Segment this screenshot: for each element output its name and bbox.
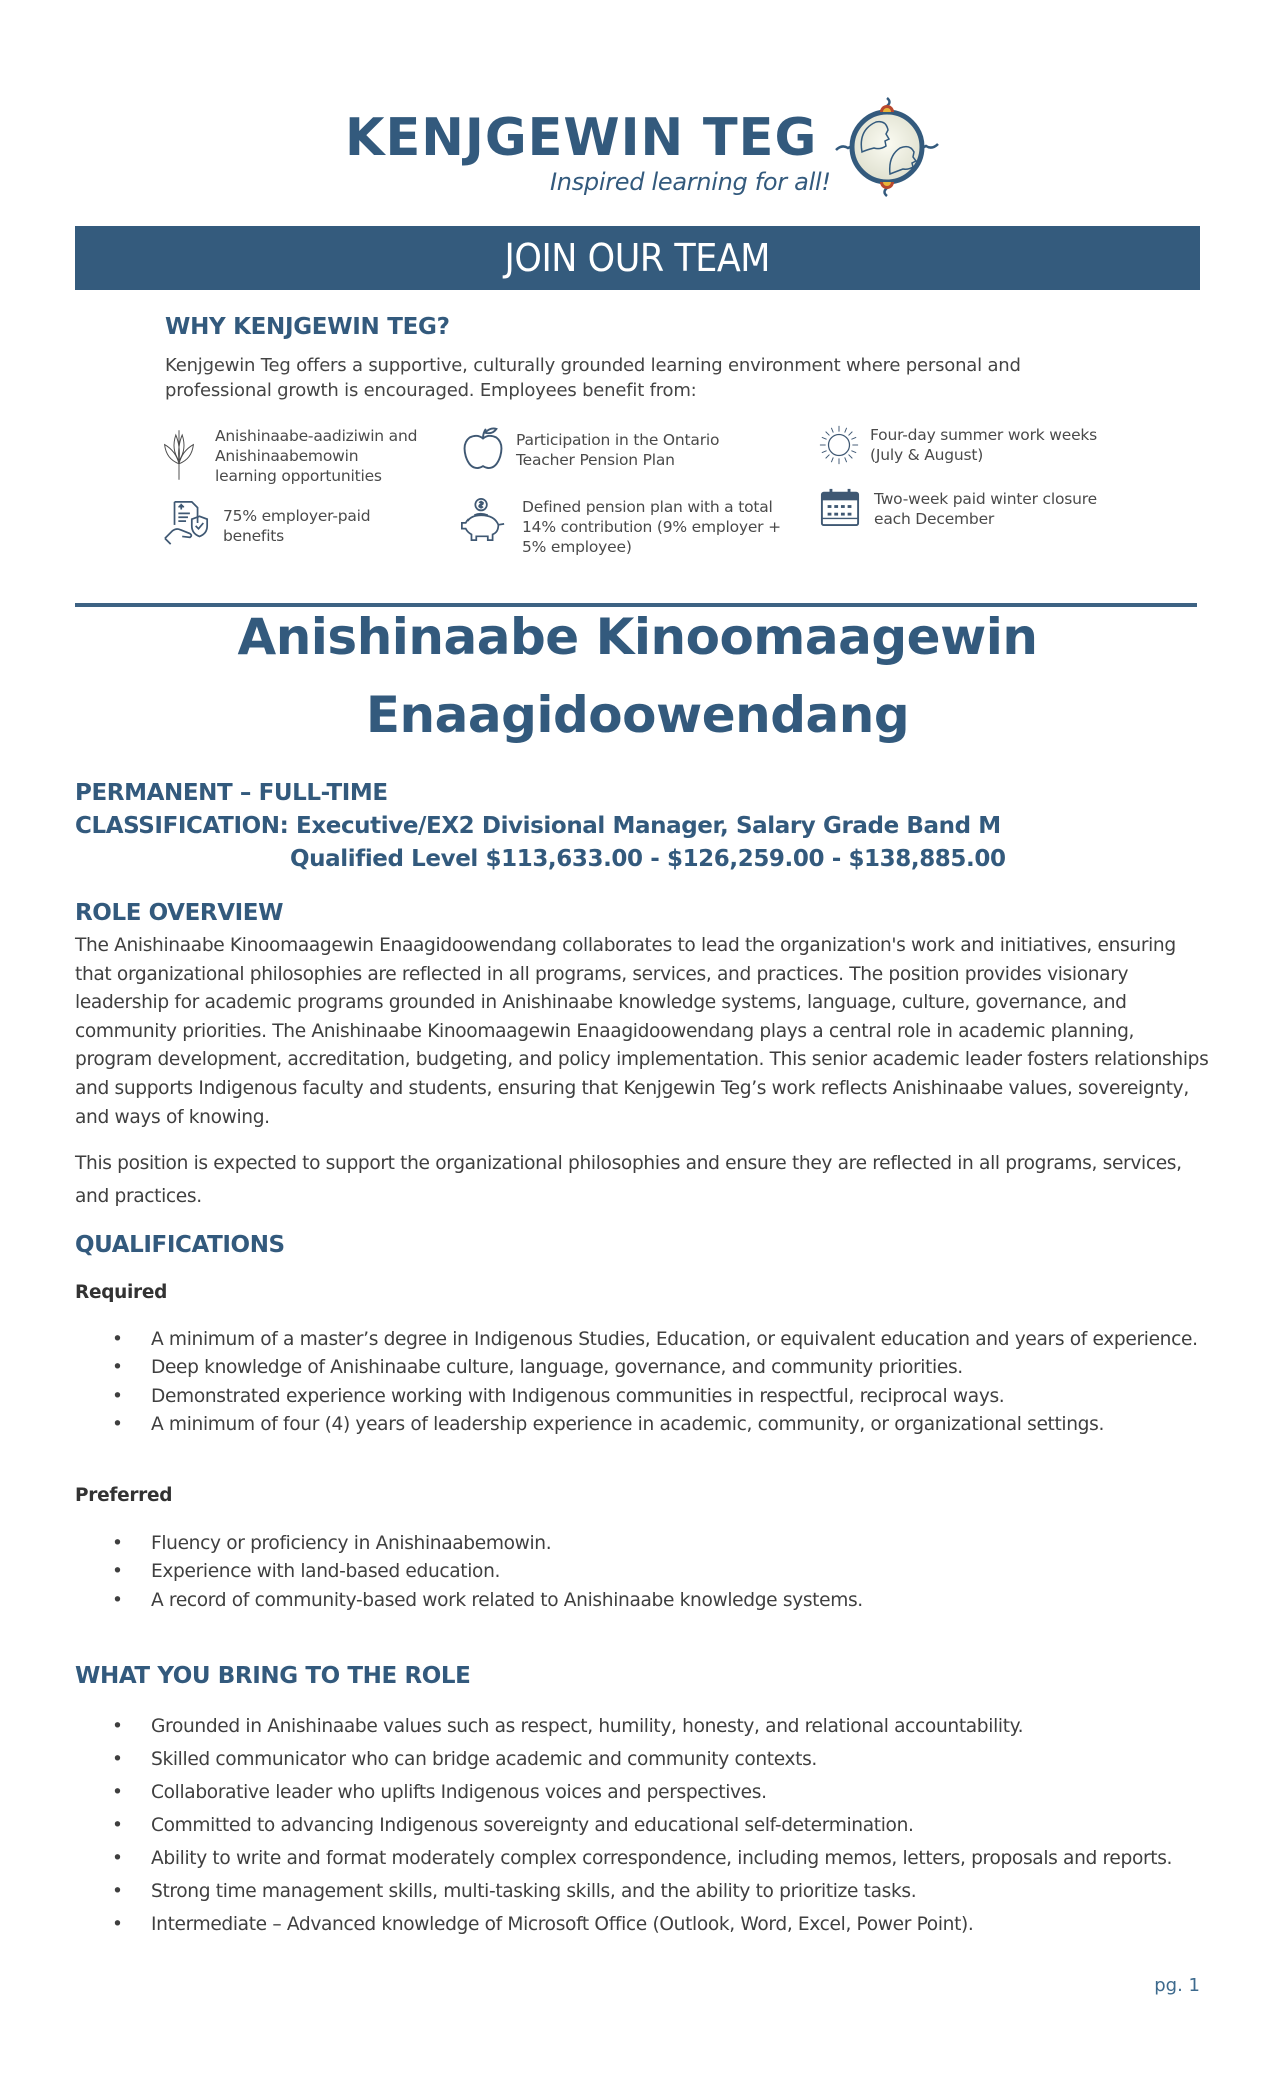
- list-item: • A minimum of four (4) years of leadership experience in academic, community, or organizational settings.: [75, 1411, 1205, 1439]
- benefit-text: 75% employer-paid benefits: [223, 507, 371, 545]
- organization-logo: [345, 100, 935, 205]
- apple-icon: [462, 425, 504, 471]
- section-divider: [75, 603, 1197, 607]
- bullet: •: [112, 1782, 123, 1803]
- piggy-bank-icon: [458, 496, 508, 544]
- role-overview-paragraph: This position is expected to support the organizational philosophies and ensure they are reflected in all programs, services, and practices.: [75, 1153, 1182, 1207]
- benefit-text: Participation in the Ontario Teacher Pension Plan: [516, 431, 720, 469]
- preferred-subheading: Preferred: [75, 1485, 173, 1506]
- bullet: •: [112, 1716, 123, 1737]
- bullet: •: [112, 1357, 123, 1379]
- list-item: • Grounded in Anishinaabe values such as respect, humility, honesty, and relational accountability.: [75, 1710, 1205, 1743]
- benefit-item: [458, 496, 781, 557]
- logo-tagline: Inspired learning for all!: [550, 168, 831, 196]
- required-subheading: Required: [75, 1282, 168, 1303]
- list-item: • Ability to write and format moderately complex correspondence, including memos, letters, proposals and reports.: [75, 1842, 1205, 1875]
- benefit-item: [818, 424, 1097, 466]
- salary-range: Qualified Level $113,633.00 - $126,259.00 - $138,885.00: [290, 846, 1006, 872]
- why-section-heading: WHY KENJGEWIN TEG?: [165, 314, 450, 340]
- benefit-item: [163, 498, 370, 548]
- bullet: •: [112, 1385, 123, 1407]
- join-our-team-banner: [75, 226, 1200, 290]
- intro-line: professional growth is encouraged. Employees benefit from:: [165, 380, 697, 401]
- list-item: • Committed to advancing Indigenous sovereignty and educational self-determination.: [75, 1809, 1205, 1842]
- employment-type: PERMANENT – FULL-TIME: [75, 780, 388, 806]
- banner-heading: JOIN OUR TEAM: [504, 236, 771, 280]
- list-item: • Skilled communicator who can bridge academic and community contexts.: [75, 1743, 1205, 1776]
- health-benefits-icon: [163, 498, 211, 548]
- bullet: •: [112, 1533, 123, 1554]
- bullet: •: [112, 1749, 123, 1770]
- bullet: •: [112, 1848, 123, 1869]
- benefit-text: Defined pension plan with a total 14% contribution (9% employer + 5% employee): [522, 498, 781, 556]
- why-section-intro: [165, 353, 1085, 403]
- intro-line: Kenjgewin Teg offers a supportive, culturally grounded learning environment where personal and: [165, 355, 1021, 376]
- preferred-qualifications-list: [75, 1530, 1205, 1615]
- benefit-text: Two-week paid winter closure each December: [874, 490, 1097, 528]
- list-item: • Intermediate – Advanced knowledge of Microsoft Office (Outlook, Word, Excel, Power Point).: [75, 1908, 1205, 1941]
- sweetgrass-plant-icon: [163, 424, 203, 486]
- job-title-line-2: Enaagidoowendang: [365, 686, 910, 744]
- sun-icon: [818, 424, 860, 466]
- list-item: • Demonstrated experience working with Indigenous communities in respectful, reciprocal ways.: [75, 1383, 1205, 1411]
- bullet: •: [112, 1914, 123, 1935]
- bullet: •: [112, 1329, 123, 1350]
- qualifications-heading: QUALIFICATIONS: [75, 1232, 285, 1258]
- what-you-bring-list: [75, 1710, 1205, 1941]
- role-overview-heading: ROLE OVERVIEW: [75, 900, 284, 926]
- calendar-icon: [820, 487, 860, 527]
- list-item: • A record of community-based work related to Anishinaabe knowledge systems.: [75, 1587, 1205, 1615]
- list-item: • Strong time management skills, multi-tasking skills, and the ability to prioritize tasks.: [75, 1875, 1205, 1908]
- bullet: •: [112, 1589, 123, 1611]
- bullet: •: [112, 1561, 123, 1583]
- list-item: • Collaborative leader who uplifts Indigenous voices and perspectives.: [75, 1776, 1205, 1809]
- role-overview-paragraph: The Anishinaabe Kinoomaagewin Enaagidoowendang collaborates to lead the organization's work and initiatives, ensuring that organizational philosophies are reflected in all programs, services, and practices. The position provides visionary leadership for academic programs grounded in Anishinaabe knowledge systems, language, culture, governance, and community priorities. The Anishinaabe Kinoomaagewin Enaagidoowendang plays a central role in academic planning, program development, accreditation, budgeting, and policy implementation. This senior academic leader fosters relationships and supports Indigenous faculty and students, ensuring that Kenjgewin Teg’s work reflects Anishinaabe values, sovereignty, and ways of knowing.: [75, 935, 1209, 1128]
- classification: CLASSIFICATION: Executive/EX2 Divisional Manager, Salary Grade Band M: [75, 813, 1001, 839]
- bullet: •: [112, 1413, 123, 1435]
- list-item: • A minimum of a master’s degree in Indigenous Studies, Education, or equivalent education and years of experience.: [75, 1326, 1205, 1354]
- medicine-wheel-emblem-icon: [832, 92, 942, 202]
- benefit-text: Four-day summer work weeks (July & August): [870, 426, 1098, 464]
- required-qualifications-list: [75, 1326, 1205, 1439]
- page-number: pg. 1: [1154, 1975, 1200, 1996]
- list-item: • Deep knowledge of Anishinaabe culture, language, governance, and community priorities.: [75, 1354, 1205, 1382]
- job-title-line-1: Anishinaabe Kinoomaagewin: [237, 608, 1038, 666]
- benefit-item: [163, 424, 417, 486]
- list-item: • Fluency or proficiency in Anishinaabemowin.: [75, 1530, 1205, 1558]
- list-item: • Experience with land-based education.: [75, 1558, 1205, 1586]
- what-you-bring-heading: WHAT YOU BRING TO THE ROLE: [75, 1663, 471, 1689]
- benefit-text: Anishinaabe-aadiziwin and Anishinaabemowin learning opportunities: [215, 427, 418, 485]
- logo-wordmark: KENJGEWIN TEG: [345, 108, 818, 168]
- benefit-item: [820, 487, 1097, 529]
- bullet: •: [112, 1881, 123, 1902]
- bullet: •: [112, 1815, 123, 1836]
- benefit-item: [462, 425, 719, 471]
